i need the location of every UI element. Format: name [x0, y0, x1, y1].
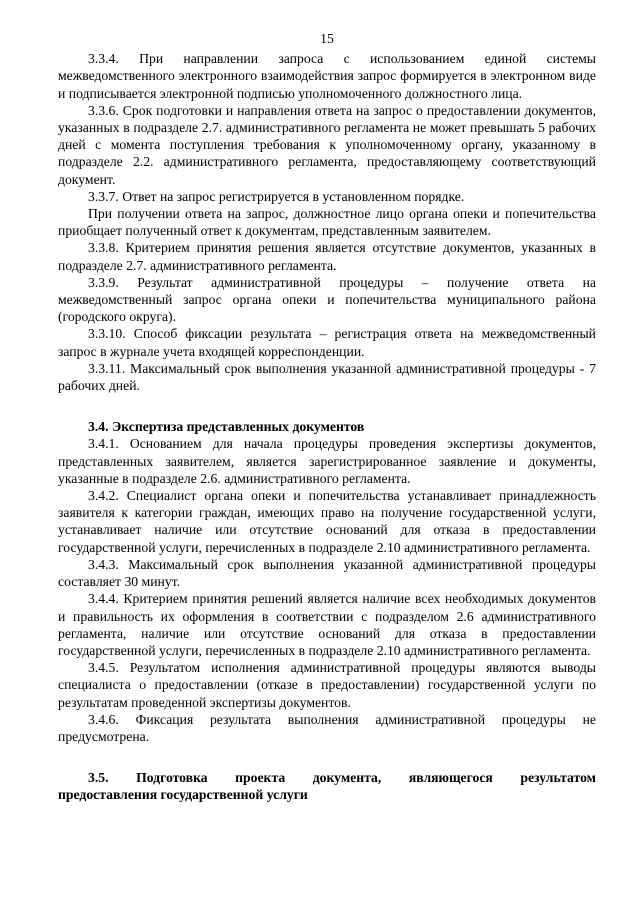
section-heading-3-5-line2: предоставления государственной услуги	[58, 787, 308, 803]
section-spacer	[58, 394, 596, 418]
paragraph-3-3-4: 3.3.4. При направлении запроса с использованием единой системы межведомственного электронного взаимодействия запрос формируется в электронном виде и подписывается электронной подписью уполномоченного должностного лица.	[58, 51, 596, 101]
paragraph-3-4-2: 3.4.2. Специалист органа опеки и попечительства устанавливает принадлежность заявителя к категории граждан, имеющих право на получение государственной услуги, устанавливает наличие или отсутствие оснований для отказа в предоставлении государственной услуги, перечисленных в подразделе 2.10 административного регламента.	[58, 488, 596, 555]
paragraph-3-3-9: 3.3.9. Результат административной процедуры – получение ответа на межведомственный запрос органа опеки и попечительства муниципального района (городского округа).	[58, 274, 596, 325]
paragraph-3-4-6: 3.4.6. Фиксация результата выполнения административной процедуры не предусмотрена.	[58, 711, 596, 744]
section-heading-3-4: 3.4. Экспертиза представленных документов	[88, 419, 365, 435]
paragraph-3-3-11: 3.3.11. Максимальный срок выполнения указанной административной процедуры - 7 рабочих дней.	[58, 360, 596, 394]
page-number: 15	[320, 31, 334, 46]
paragraph-3-4-5: 3.4.5. Результатом исполнения административной процедуры являются выводы специалиста о предоставлении (отказе в предоставлении) государственной услуги по результатам проведенной экспертизы документов.	[58, 660, 596, 710]
paragraph-3-4-1: 3.4.1. Основанием для начала процедуры проведения экспертизы документов, представленных заявителем, является зарегистрированное заявление и документы, указанные в подразделе 2.6. административного регламента.	[58, 436, 596, 486]
section-spacer	[58, 745, 596, 769]
paragraph-3-3-8: 3.3.8. Критерием принятия решения является отсутствие документов, указанных в подразделе 2.7. административного регламента.	[58, 240, 596, 273]
paragraph-3-3-7-response: При получении ответа на запрос, должностное лицо органа опеки и попечительства приобщает полученный ответ к документам, представленным заявителем.	[58, 206, 596, 239]
paragraph-3-4-3: 3.4.3. Максимальный срок выполнения указанной административной процедуры составляет 30 минут.	[58, 556, 596, 590]
section-heading-3-5	[58, 769, 596, 786]
section-heading-3-5-line1: 3.5. Подготовка проекта документа, являющегося результатом	[88, 770, 596, 786]
paragraph-3-3-10: 3.3.10. Способ фиксации результата – регистрация ответа на межведомственный запрос в журнале учета входящей корреспонденции.	[58, 326, 596, 359]
document-page	[58, 30, 596, 804]
paragraph-3-3-6: 3.3.6. Срок подготовки и направления ответа на запрос о предоставлении документов, указанных в подразделе 2.7. административного регламента не может превышать 5 рабочих дней с момента поступления требования к уполномоченному органу, указанному в подразделе 2.2. административного регламента, предоставляющему соответствующий документ.	[58, 102, 596, 187]
paragraph-3-4-4: 3.4.4. Критерием принятия решений является наличие всех необходимых документов и правильность их оформления в соответствии с подразделом 2.6 административного регламента, наличие или отсутствие оснований для отказа в предоставлении государственной услуги, перечисленных в подразделе 2.10 административного регламента.	[58, 591, 596, 658]
section-heading-3-5-continued	[58, 786, 596, 803]
paragraph-3-3-7: 3.3.7. Ответ на запрос регистрируется в установленном порядке.	[88, 188, 465, 204]
